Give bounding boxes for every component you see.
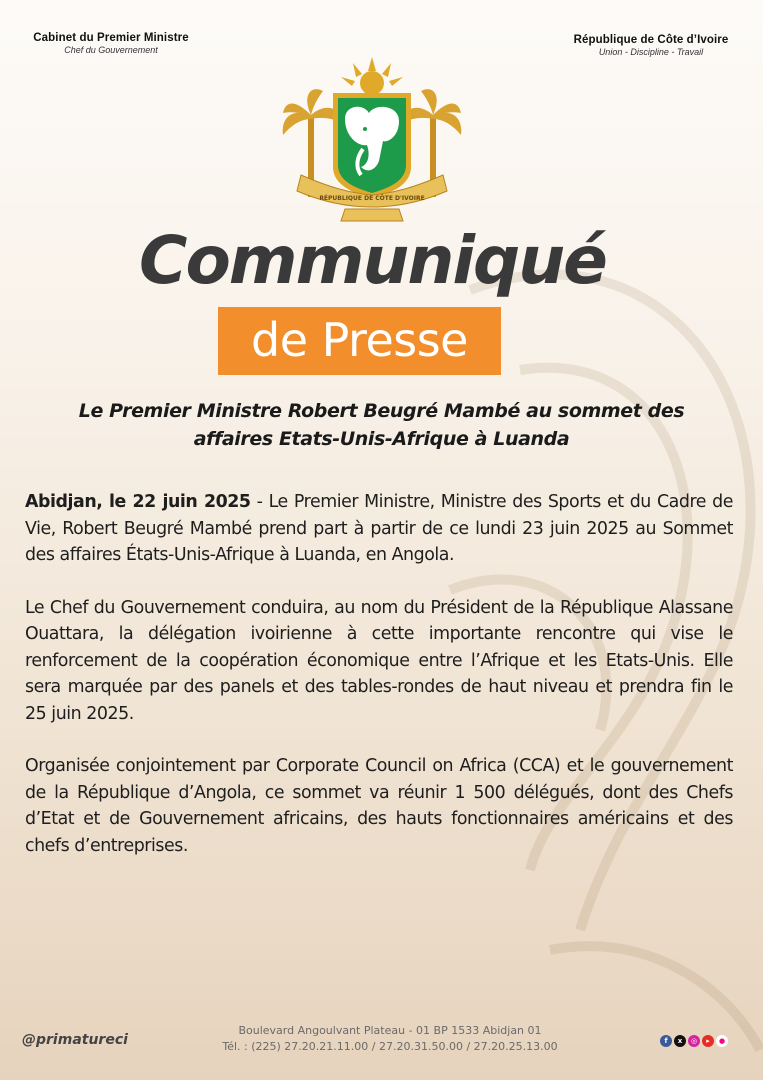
republic-motto: Union - Discipline - Travail	[598, 47, 704, 57]
paragraph-3: Organisée conjointement par Corporate Council on Africa (CCA) et le gouvernement de la République d’Angola, ce sommet va réunir 1 500 délégués, dont des Chefs d’Etat et de Gouvernement africains, des hauts fonctionnaires américains et des chefs d’entreprises.	[25, 756, 733, 856]
republic-header	[560, 34, 742, 57]
rising-sun-icon	[341, 57, 403, 95]
cabinet-header	[22, 32, 200, 55]
phone-line: Tél. : (225) 27.20.21.11.00 / 27.20.31.50.00 / 27.20.25.13.00	[222, 1040, 558, 1053]
social-handle[interactable]: @primatureci	[22, 1032, 128, 1048]
republic-title: République de Côte d’Ivoire	[573, 34, 729, 46]
paragraph-1	[25, 489, 733, 569]
press-body	[25, 489, 733, 885]
press-title-box: de Presse	[218, 307, 501, 375]
emblem-banner-text: RÉPUBLIQUE DE CÔTE D'IVOIRE	[319, 195, 425, 202]
facebook-icon[interactable]: f	[660, 1035, 672, 1047]
x-icon[interactable]: x	[674, 1035, 686, 1047]
dateline: Abidjan, le 22 juin 2025	[25, 492, 251, 512]
paragraph-2: Le Chef du Gouvernement conduira, au nom du Président de la République Alassane Ouattara, la délégation ivoirienne à cette importante rencontre qui vise le renforcement de la coopération économique entre l’Afrique et les Etats-Unis. Elle sera marquée par des panels et des tables-rondes de haut niveau et prendra fin le 25 juin 2025.	[25, 597, 733, 724]
youtube-icon[interactable]: ▸	[702, 1035, 714, 1047]
paragraph-1-text: - Le Premier Ministre, Ministre des Sports et du Cadre de Vie, Robert Beugré Mambé prend part à partir de ce lundi 23 juin 2025 au Sommet des affaires États-Unis-Afrique à Luanda, en Angola.	[25, 492, 733, 565]
coat-of-arms-emblem	[279, 57, 465, 225]
cabinet-title: Cabinet du Premier Ministre	[33, 32, 189, 44]
flickr-icon[interactable]: ●	[716, 1035, 728, 1047]
cabinet-subtitle: Chef du Gouvernement	[64, 45, 158, 55]
footer-address	[200, 1023, 580, 1055]
instagram-icon[interactable]: ◎	[688, 1035, 700, 1047]
press-headline: Le Premier Ministre Robert Beugré Mambé au sommet des affaires Etats-Unis-Afrique à Luanda	[78, 400, 685, 450]
address-line: Boulevard Angoulvant Plateau - 01 BP 1533 Abidjan 01	[238, 1024, 542, 1037]
communique-title: Communiqué	[139, 222, 606, 299]
social-icons	[660, 1035, 728, 1047]
